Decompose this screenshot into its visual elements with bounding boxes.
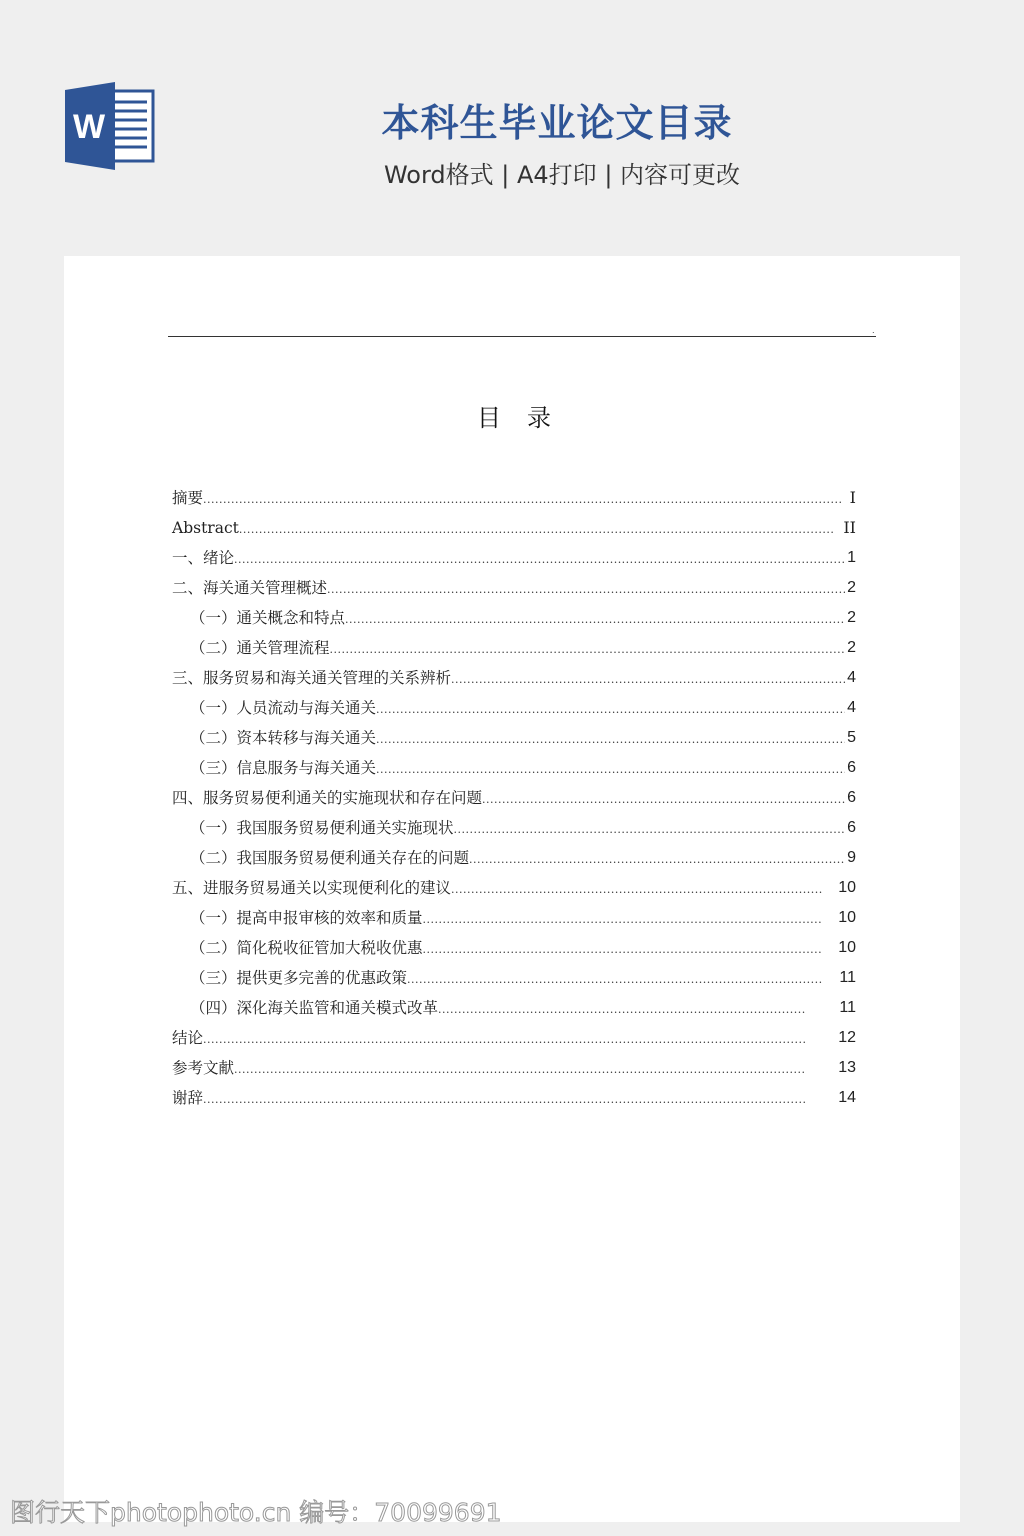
toc-entry-label: 四、服务贸易便利通关的实施现状和存在问题: [172, 789, 483, 807]
toc-entry-page: II: [843, 518, 856, 537]
dot-leader: [203, 487, 842, 513]
toc-entry[interactable]: [172, 1053, 856, 1083]
toc-entry[interactable]: [172, 753, 856, 783]
toc-entry-label: （一）通关概念和特点: [190, 609, 346, 627]
toc-entry-label: 二、海关通关管理概述: [172, 579, 328, 597]
toc-entry[interactable]: [172, 963, 856, 993]
dot-leader: [451, 877, 822, 903]
toc-entry[interactable]: [172, 573, 856, 603]
document-page: [64, 256, 960, 1522]
dot-leader: [376, 697, 845, 723]
dot-leader: [239, 517, 836, 543]
toc-entry-page: 12: [838, 1029, 856, 1046]
toc-entry-label: （二）资本转移与海关通关: [190, 729, 377, 747]
toc-entry-label: 五、进服务贸易通关以实现便利化的建议: [172, 879, 452, 897]
toc-entry-page: 6: [847, 759, 856, 776]
toc-entry-label: 摘要: [172, 489, 204, 507]
toc-entry[interactable]: [172, 813, 856, 843]
dot-leader: [469, 847, 845, 873]
dot-leader: [234, 547, 845, 573]
toc-title: 目录: [477, 404, 577, 432]
toc-entry-page: 6: [847, 789, 856, 806]
toc-entry-page: 13: [838, 1059, 856, 1076]
toc-entry-label: （一）提高申报审核的效率和质量: [190, 909, 423, 927]
dot-leader: [327, 577, 845, 603]
dot-leader: [234, 1057, 806, 1083]
dot-leader: [438, 997, 806, 1023]
toc-entry[interactable]: [172, 693, 856, 723]
toc-entry[interactable]: [172, 513, 856, 543]
dot-leader: [482, 787, 845, 813]
dot-leader: [330, 637, 846, 663]
header-rule: [168, 336, 876, 337]
toc-entry[interactable]: [172, 723, 856, 753]
header-mark: .: [872, 326, 875, 335]
toc-entry-page: 2: [847, 579, 856, 596]
page-title: 本科生毕业论文目录: [381, 101, 733, 145]
page-subtitle: Word格式 | A4打印 | 内容可更改: [383, 161, 741, 189]
toc-entry-label: （四）深化海关监管和通关模式改革: [190, 999, 439, 1017]
dot-leader: [345, 607, 845, 633]
toc-entry-label: 结论: [172, 1029, 204, 1047]
toc-entry-page: 10: [838, 909, 856, 926]
toc-entry-page: 10: [838, 879, 856, 896]
toc-entry[interactable]: [172, 783, 856, 813]
toc-entry-page: 4: [847, 669, 856, 686]
toc-entry-page: 5: [847, 729, 856, 746]
toc-entry-page: 11: [839, 999, 856, 1016]
toc-entry[interactable]: [172, 633, 856, 663]
toc-entry-label: 三、服务贸易和海关通关管理的关系辨析: [172, 669, 452, 687]
dot-leader: [423, 937, 822, 963]
dot-leader: [451, 667, 845, 693]
dot-leader: [423, 907, 822, 933]
toc-entry-label: （二）我国服务贸易便利通关存在的问题: [190, 849, 470, 867]
toc-entry-page: 10: [838, 939, 856, 956]
toc-entry-label: （二）简化税收征管加大税收优惠: [190, 939, 423, 957]
toc-entry[interactable]: [172, 663, 856, 693]
toc-entry-page: 4: [847, 699, 856, 716]
dot-leader: [407, 967, 822, 993]
toc-entry-page: 9: [847, 849, 856, 866]
toc-entry[interactable]: [172, 1023, 856, 1053]
toc-entry[interactable]: [172, 993, 856, 1023]
table-of-contents: [172, 488, 856, 1113]
toc-entry-page: 1: [847, 549, 856, 566]
toc-entry-page: 2: [847, 639, 856, 656]
dot-leader: [376, 727, 845, 753]
watermark: 图行天下photophoto.cn 编号：70099691: [10, 1498, 502, 1527]
toc-entry-label: （三）提供更多完善的优惠政策: [190, 969, 408, 987]
toc-entry[interactable]: [172, 488, 856, 513]
toc-entry-label: Abstract: [172, 519, 239, 537]
toc-entry[interactable]: [172, 873, 856, 903]
toc-entry[interactable]: [172, 933, 856, 963]
toc-entry[interactable]: [172, 903, 856, 933]
dot-leader: [376, 757, 845, 783]
toc-entry-label: （一）人员流动与海关通关: [190, 699, 377, 717]
dot-leader: [203, 1027, 806, 1053]
toc-entry[interactable]: [172, 843, 856, 873]
svg-text:W: W: [72, 108, 106, 146]
toc-entry-page: 14: [838, 1089, 856, 1106]
toc-entry[interactable]: [172, 543, 856, 573]
toc-entry-page: I: [849, 488, 856, 507]
toc-entry-label: （一）我国服务贸易便利通关实施现状: [190, 819, 454, 837]
toc-entry-page: 11: [839, 969, 856, 986]
toc-entry-label: （二）通关管理流程: [190, 639, 330, 657]
toc-entry-page: 2: [847, 609, 856, 626]
toc-entry-label: 谢辞: [172, 1089, 204, 1107]
toc-entry-label: （三）信息服务与海关通关: [190, 759, 377, 777]
toc-entry-label: 一、绪论: [172, 549, 235, 567]
dot-leader: [454, 817, 846, 843]
dot-leader: [203, 1087, 806, 1113]
toc-entry[interactable]: [172, 1083, 856, 1113]
toc-entry-label: 参考文献: [172, 1059, 235, 1077]
toc-entry[interactable]: [172, 603, 856, 633]
toc-entry-page: 6: [847, 819, 856, 836]
